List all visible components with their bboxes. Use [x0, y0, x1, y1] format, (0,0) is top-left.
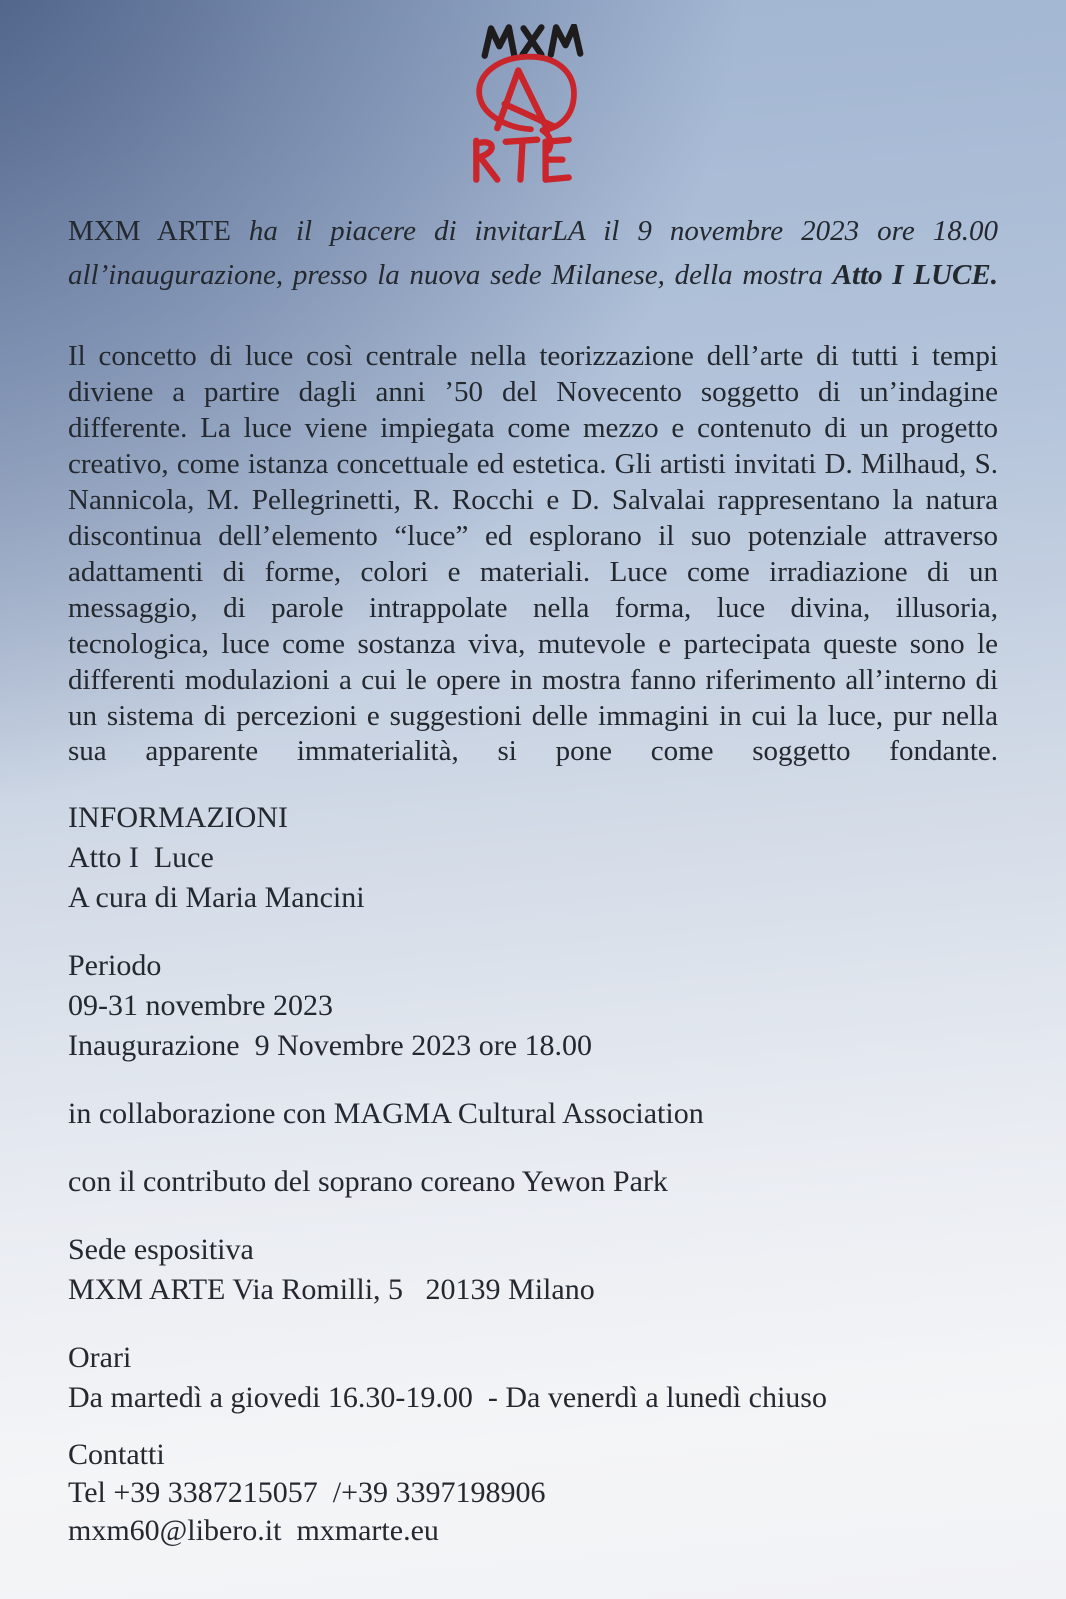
brand-name: MXM ARTE [68, 215, 231, 247]
logo-rte-text [476, 140, 568, 180]
logo-mxm-text [485, 26, 581, 55]
periodo-title: Periodo [68, 949, 162, 983]
orari-title: Orari [68, 1341, 132, 1375]
contributo-line: con il contributo del soprano coreano Yewon Park [68, 1165, 668, 1199]
logo-mxm-arte-drawing [470, 24, 596, 184]
informazioni-title: INFORMAZIONI [68, 801, 288, 835]
intro-body-text: ha il piacere di invitarLA il 9 novembre 2023 ore 18.00 all’inaugurazione, presso la nuova sede Milanese, della mostra [68, 215, 998, 291]
exhibition-description: Il concetto di luce così centrale nella teorizzazione dell’arte di tutti i tempi diviene a partire dagli anni ’50 del Novecento soggetto di un’indagine differente. La luce viene impiegata come mezzo e contenuto di un progetto creativo, come istanza concettuale ed estetica. Gli artisti invitati D. Milhaud, S. Nannicola, M. Pellegrinetti, R. Rocchi e D. Salvalai rappresentano la natura discontinua dell’elemento “luce” ed esplorano il suo potenziale attraverso adattamenti di forme, colori e materiali. Luce come irradiazione di un messaggio, di parole intrappolate nella forma, luce divina, illusoria, tecnologica, luce come sostanza viva, mutevole e partecipata queste sono le differenti modulazioni a cui le opere in mostra fanno riferimento all’interno di un sistema di percezioni e suggestioni delle immagini in cui la luce, pur nella sua apparente immaterialità, si pone come soggetto fondante. [68, 340, 998, 768]
sede-address: MXM ARTE Via Romilli, 5 20139 Milano [68, 1273, 595, 1307]
periodo-dates: 09-31 novembre 2023 [68, 989, 333, 1023]
logo-circle-icon [479, 57, 574, 150]
section-informazioni [68, 798, 998, 918]
orari-hours: Da martedì a giovedi 16.30-19.00 - Da venerdì a lunedì chiuso [68, 1381, 827, 1415]
informazioni-curator: A cura di Maria Mancini [68, 881, 365, 915]
contatti-phones: Tel +39 3387215057 /+39 3397198906 [68, 1476, 546, 1510]
section-sede [68, 1230, 998, 1310]
section-collaborazione [68, 1094, 998, 1134]
sede-title: Sede espositiva [68, 1233, 254, 1267]
exhibition-title: Atto I LUCE. [832, 258, 998, 291]
collaborazione-line: in collaborazione con MAGMA Cultural Association [68, 1097, 704, 1131]
section-periodo [68, 946, 998, 1066]
contatti-email-web: mxm60@libero.it mxmarte.eu [68, 1514, 439, 1548]
logo-mxm-arte [68, 24, 998, 184]
informazioni-show-name: Atto I Luce [68, 841, 214, 875]
invitation-intro [68, 210, 998, 297]
periodo-opening: Inaugurazione 9 Novembre 2023 ore 18.00 [68, 1029, 593, 1063]
section-orari [68, 1338, 998, 1418]
section-contatti [68, 1436, 998, 1550]
contatti-title: Contatti [68, 1438, 165, 1472]
section-contributo [68, 1162, 998, 1202]
